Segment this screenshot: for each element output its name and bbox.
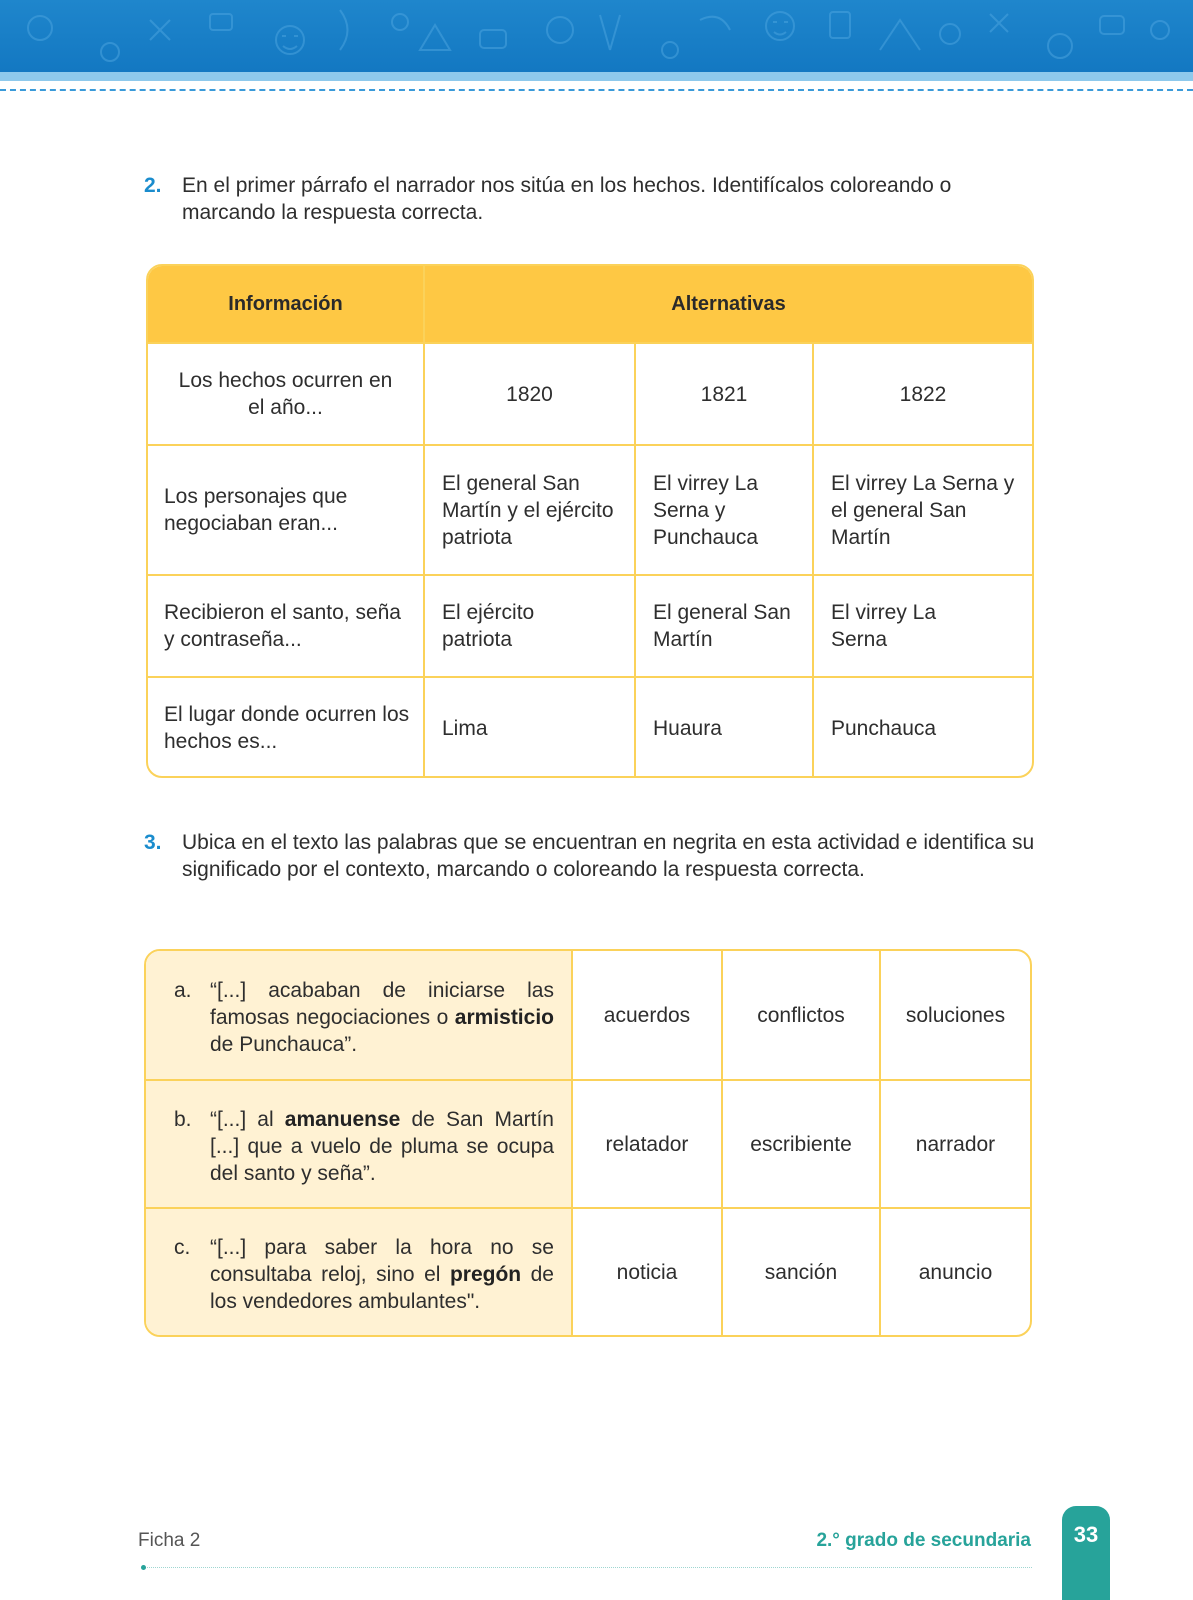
alternative-cell[interactable]: El virrey La Serna y el general San Martín: [831, 471, 1015, 549]
alternative-cell[interactable]: El virrey La Serna y Punchauca: [653, 471, 759, 549]
footer-dot: [141, 1565, 146, 1570]
option-cell[interactable]: relatador: [605, 1132, 689, 1156]
item-letter: a.: [174, 979, 192, 1002]
alternative-cell[interactable]: 1821: [700, 382, 748, 406]
footer-worksheet-label: Ficha 2: [138, 1530, 201, 1551]
header-alternativas: Alternativas: [671, 292, 786, 315]
question-text: En el primer párrafo el narrador nos sitúa en los hechos. Identifícalos coloreando o marcando la respuesta correcta.: [182, 174, 952, 224]
option-cell[interactable]: acuerdos: [603, 1003, 691, 1027]
option-cell[interactable]: noticia: [616, 1260, 678, 1284]
alternative-cell[interactable]: El general San Martín y el ejército patriota: [442, 471, 614, 549]
quote-text: “[...] para saber la hora no se consultaba reloj, sino el pregón de los vendedores ambulantes".: [210, 1236, 554, 1313]
header-informacion: Información: [228, 292, 343, 315]
alternative-cell[interactable]: Huaura: [653, 716, 722, 740]
alternative-cell[interactable]: 1820: [506, 382, 553, 406]
alternative-cell[interactable]: Punchauca: [831, 716, 937, 740]
info-cell: Los hechos ocurren en el año...: [178, 369, 393, 419]
alternative-cell[interactable]: El ejército patriota: [442, 601, 535, 651]
info-cell: Recibieron el santo, seña y contraseña...: [164, 601, 401, 651]
question-number: 3.: [144, 831, 162, 854]
banner-stripe: [0, 72, 1193, 81]
alternative-cell[interactable]: El general San Martín: [653, 601, 791, 651]
bold-word: armisticio: [454, 1006, 554, 1029]
header-banner: [0, 0, 1193, 72]
page-number-tab: [1062, 1506, 1110, 1600]
quote-text: “[...] acababan de iniciarse las famosas negociaciones o armisticio de Punchauca”.: [210, 979, 554, 1056]
footer-divider: [142, 1567, 1032, 1568]
option-cell[interactable]: conflictos: [757, 1003, 845, 1027]
quote-item-a: [174, 977, 554, 1058]
footer-grade-label: 2.° grado de secundaria: [816, 1530, 1031, 1551]
quote-item-c: [174, 1234, 554, 1315]
option-cell[interactable]: sanción: [764, 1260, 838, 1284]
option-cell[interactable]: escribiente: [750, 1132, 852, 1156]
item-letter: c.: [174, 1236, 191, 1259]
alternative-cell[interactable]: Lima: [442, 716, 488, 740]
doodle-pattern: [0, 0, 1193, 72]
question-2: [144, 172, 1036, 226]
option-cell[interactable]: narrador: [915, 1132, 996, 1156]
vocabulary-table: [144, 949, 1032, 1337]
option-cell[interactable]: soluciones: [905, 1003, 1006, 1027]
item-letter: b.: [174, 1108, 192, 1131]
question-3: [144, 829, 1036, 883]
bold-word: pregón: [449, 1263, 522, 1286]
alternative-cell[interactable]: El virrey La Serna: [831, 601, 937, 651]
page-number: 33: [1073, 1522, 1099, 1547]
question-text: Ubica en el texto las palabras que se encuentran en negrita en esta actividad e identifica su significado por el contexto, marcando o coloreando la respuesta correcta.: [182, 831, 1035, 881]
quote-item-b: [174, 1106, 554, 1187]
facts-table: [146, 264, 1034, 778]
info-cell: Los personajes que negociaban eran...: [164, 485, 348, 535]
info-cell: El lugar donde ocurren los hechos es...: [164, 703, 410, 753]
alternative-cell[interactable]: 1822: [899, 382, 947, 406]
bold-word: amanuense: [284, 1108, 401, 1131]
question-number: 2.: [144, 174, 162, 197]
dashed-divider: [0, 89, 1193, 91]
option-cell[interactable]: anuncio: [918, 1260, 993, 1284]
quote-text: “[...] al amanuense de San Martín [...] que a vuelo de pluma se ocupa del santo y seña”.: [210, 1108, 554, 1185]
